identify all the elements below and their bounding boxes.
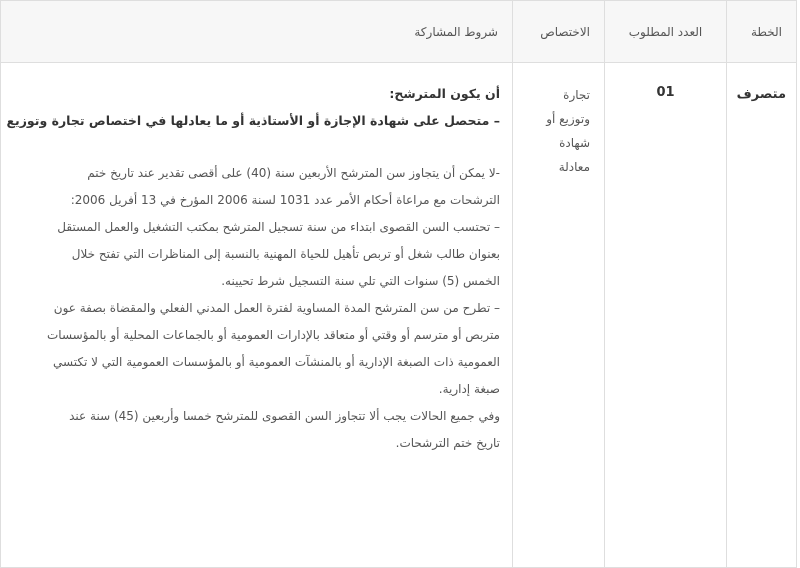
header-plan: الخطة <box>727 1 797 63</box>
condition-line: صبغة إدارية. <box>438 382 500 396</box>
header-row <box>1 1 797 63</box>
condition-line: -لا يمكن أن يتجاوز سن المترشح الأربعين سنة (40) على أقصى تقدير عند تاريخ ختم <box>87 166 500 180</box>
conditions-heading: أن يكون المترشح: <box>389 86 500 101</box>
condition-line: بعنوان طالب شغل أو تربص تأهيل للحياة المهنية بالنسبة إلى المناظرات التي تفتح خلال <box>71 247 500 261</box>
condition-line: متربص أو مترسم أو وقتي أو متعاقد بالإدارات العمومية أو بالجماعات المحلية أو بالمؤسسات <box>47 328 500 342</box>
condition-line: – تحتسب السن القصوى ابتداء من سنة تسجيل المترشح بمكتب التشغيل والعمل المستقل <box>57 220 500 234</box>
specialty-line: شهادة <box>559 136 590 150</box>
header-specialty: الاختصاص <box>513 1 605 63</box>
header-count: العدد المطلوب <box>605 1 727 63</box>
specialty-line: وتوزيع أو <box>546 112 590 126</box>
condition-line: وفي جميع الحالات يجب ألا تتجاوز السن القصوى للمترشح خمسا وأربعين (45) سنة عند <box>69 409 500 423</box>
condition-line: العمومية ذات الصبغة الإدارية أو بالمنشآت العمومية أو بالمؤسسات العمومية التي لا تكتسي <box>53 355 500 369</box>
condition-line: تاريخ ختم الترشحات. <box>395 436 500 450</box>
conditions-cell <box>1 63 513 568</box>
count-cell: 01 <box>605 63 727 568</box>
degree-requirement: – متحصل على شهادة الإجازة أو الأستاذية أو ما يعادلها في اختصاص تجارة وتوزيع <box>6 113 500 128</box>
specialty-line: تجارة <box>563 88 590 102</box>
condition-line: الترشحات مع مراعاة أحكام الأمر عدد 1031 لسنة 2006 المؤرخ في 13 أفريل 2006: <box>70 193 500 207</box>
specialty-line: معادلة <box>558 160 590 174</box>
condition-line: – تطرح من سن المترشح المدة المساوية لفترة العمل المدني الفعلي والمقضاة بصفة عون <box>53 301 500 315</box>
condition-line: الخمس (5) سنوات التي تلي سنة التسجيل شرط تحيينه. <box>221 274 500 288</box>
plan-cell: متصرف <box>727 63 797 568</box>
table-row <box>1 63 797 568</box>
specialty-cell <box>513 63 605 568</box>
header-conditions: شروط المشاركة <box>1 1 513 63</box>
